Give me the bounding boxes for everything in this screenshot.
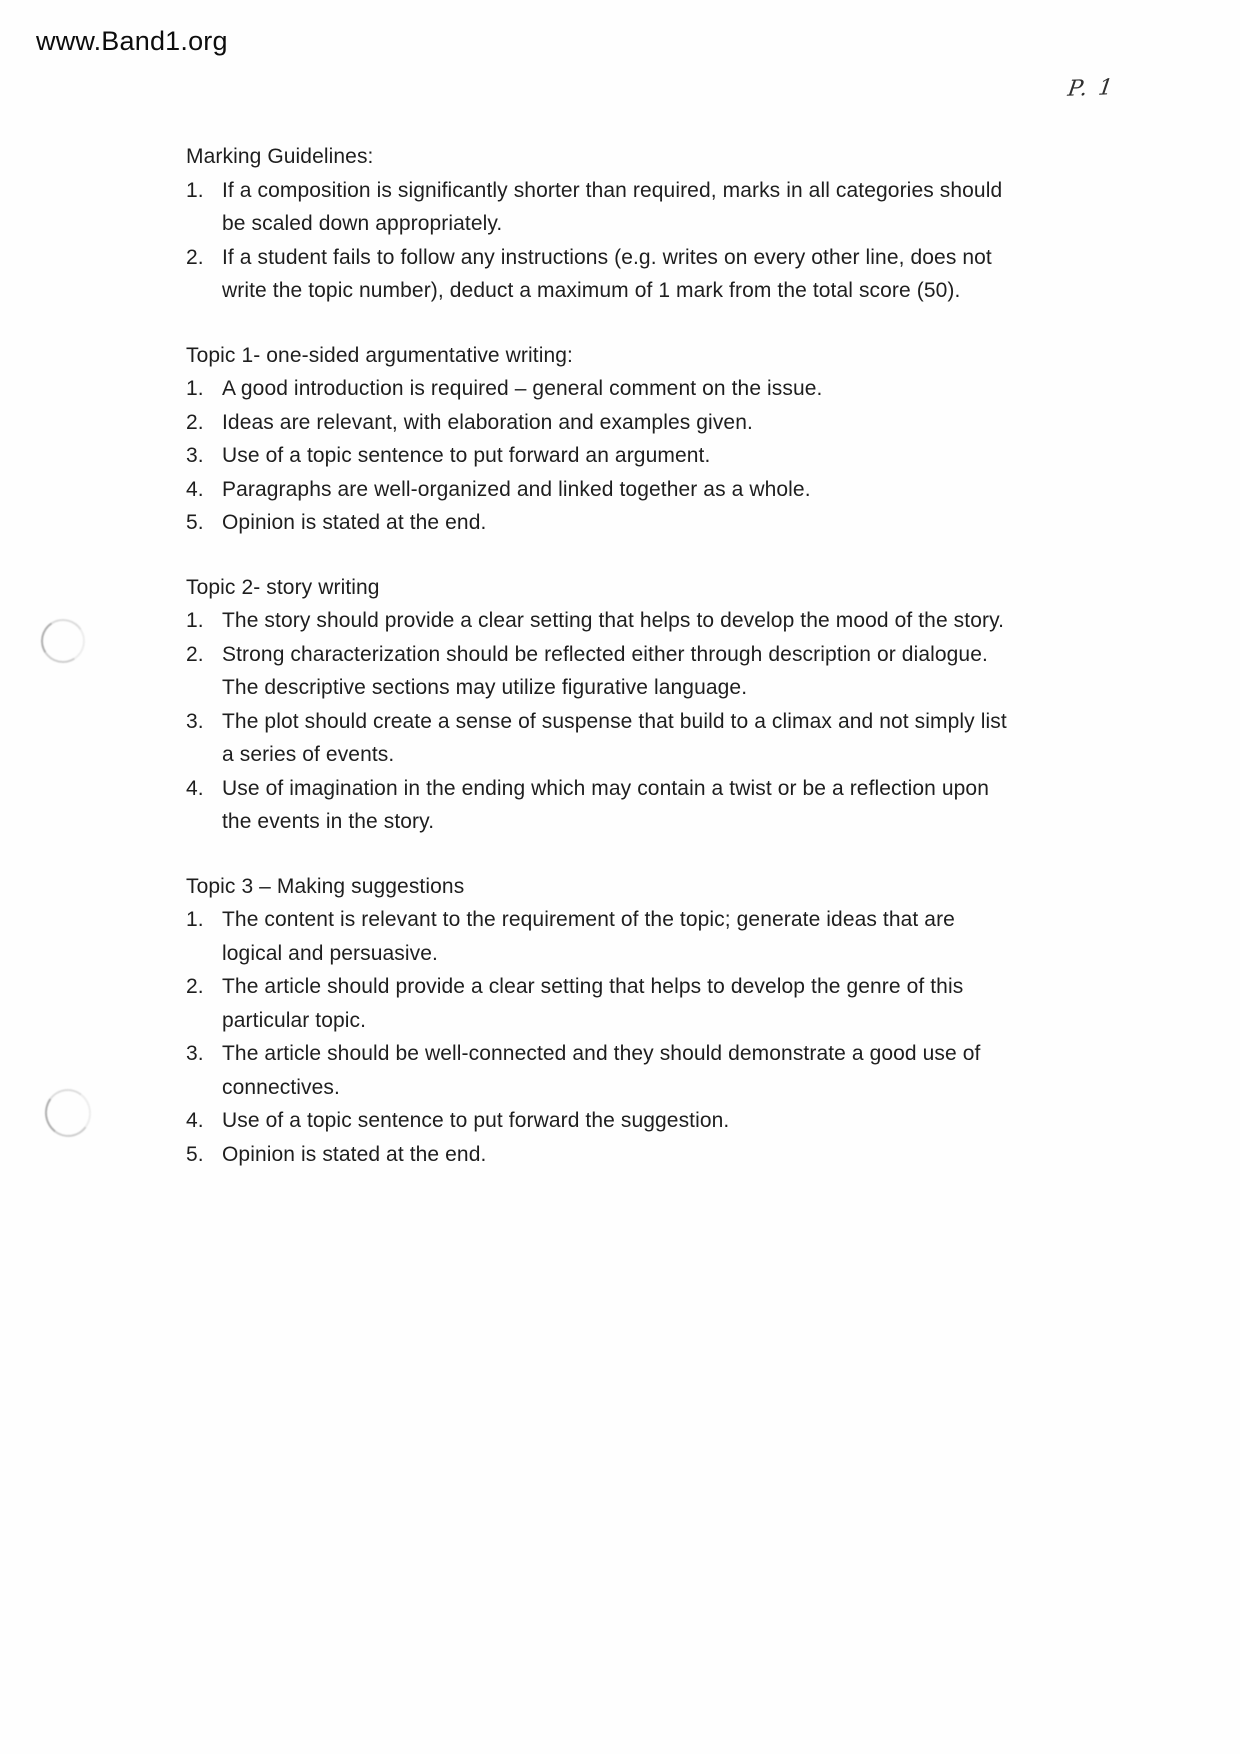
item-number: 3.: [186, 709, 204, 733]
section-heading: Marking Guidelines:: [186, 145, 374, 168]
list-item: [186, 772, 1021, 839]
item-text: Use of imagination in the ending which may contain a twist or be a reflection upon the events in the story.: [222, 776, 989, 833]
item-text: The plot should create a sense of suspense that build to a climax and not simply list a series of events.: [222, 709, 1007, 766]
list-item: [186, 174, 1021, 241]
list-item: [186, 1104, 1021, 1138]
handwritten-page-number: P. 1: [1066, 75, 1117, 102]
list-item: [186, 638, 1021, 705]
document-content: [186, 140, 1021, 1171]
item-text: A good introduction is required – general comment on the issue.: [222, 377, 823, 400]
list-item: [186, 1138, 1021, 1172]
item-text: If a student fails to follow any instructions (e.g. writes on every other line, does not write the topic number), deduct a maximum of 1 mark from the total score (50).: [222, 245, 992, 302]
list-item: [186, 604, 1021, 638]
section: [186, 140, 1021, 308]
item-text: If a composition is significantly shorter than required, marks in all categories should be scaled down appropriately.: [222, 178, 1003, 235]
item-text: The article should be well-connected and they should demonstrate a good use of connectives.: [222, 1042, 981, 1099]
item-number: 2.: [186, 642, 204, 666]
item-text: Paragraphs are well-organized and linked together as a whole.: [222, 477, 811, 501]
list-item: [186, 473, 1021, 507]
section: [186, 339, 1021, 540]
item-text: Use of a topic sentence to put forward the suggestion.: [222, 1109, 730, 1132]
item-text: Use of a topic sentence to put forward an argument.: [222, 444, 711, 467]
item-number: 2.: [186, 245, 204, 269]
hole-punch-mark-bottom: [42, 1086, 94, 1140]
site-url-watermark: www.Band1.org: [36, 26, 228, 56]
item-text: Opinion is stated at the end.: [222, 1142, 487, 1166]
item-text: The article should provide a clear setting that helps to develop the genre of this particular topic.: [222, 975, 964, 1032]
list-item: [186, 406, 1021, 440]
item-number: 1.: [186, 377, 204, 400]
list-item: [186, 970, 1021, 1037]
item-number: 1.: [186, 908, 204, 931]
item-number: 4.: [186, 477, 204, 501]
item-text: Ideas are relevant, with elaboration and examples given.: [222, 410, 753, 434]
list-item: [186, 903, 1021, 970]
list-item: [186, 705, 1021, 772]
section: [186, 571, 1021, 839]
list-item: [186, 1037, 1021, 1104]
section-heading: Topic 2- story writing: [186, 575, 380, 599]
section-heading: Topic 1- one-sided argumentative writing:: [186, 343, 573, 367]
list-item: [186, 439, 1021, 473]
item-text: Strong characterization should be reflected either through description or dialogue. The descriptive sections may utilize figurative language.: [222, 642, 1006, 699]
section-heading: Topic 3 – Making suggestions: [186, 874, 465, 898]
list-item: [186, 506, 1021, 540]
item-text: The story should provide a clear setting that helps to develop the mood of the story.: [222, 609, 1005, 632]
item-number: 2.: [186, 410, 204, 434]
item-number: 2.: [186, 975, 204, 998]
section: [186, 870, 1021, 1172]
item-number: 4.: [186, 776, 204, 800]
item-number: 1.: [186, 609, 204, 632]
list-item: [186, 372, 1021, 406]
item-text: The content is relevant to the requirement of the topic; generate ideas that are logical and persuasive.: [222, 908, 955, 965]
item-number: 1.: [186, 178, 204, 202]
item-number: 3.: [186, 1042, 204, 1065]
item-number: 3.: [186, 444, 204, 467]
hole-punch-mark-top: [37, 615, 89, 667]
item-number: 4.: [186, 1109, 204, 1132]
item-text: Opinion is stated at the end.: [222, 511, 487, 534]
item-number: 5.: [186, 1142, 204, 1166]
list-item: [186, 241, 1021, 308]
item-number: 5.: [186, 511, 204, 534]
